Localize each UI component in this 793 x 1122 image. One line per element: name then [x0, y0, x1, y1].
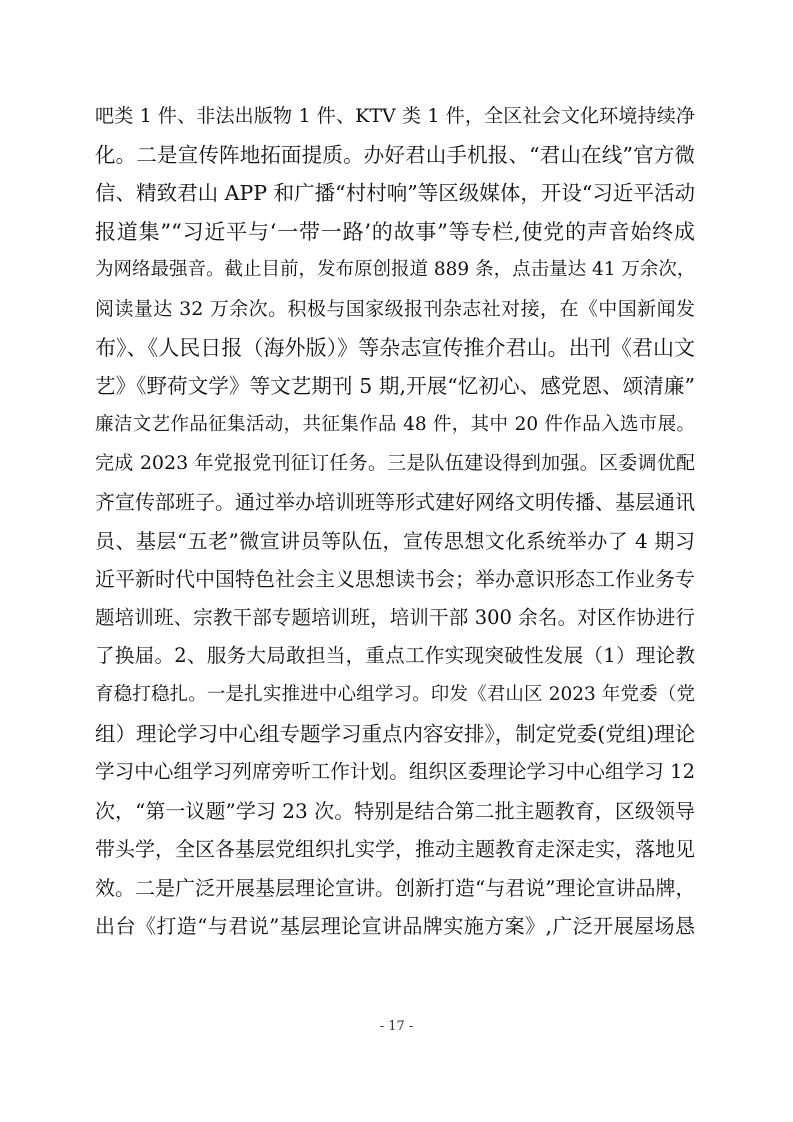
text-line: 完成 2023 年党报党刊征订任务。三是队伍建设得到加强。区委调优配	[95, 452, 695, 475]
text-line: 为网络最强音。截止目前，发布原创报道 889 条，点击量达 41 万余次，	[95, 259, 696, 281]
text-line: 学习中心组学习列席旁听工作计划。组织区委理论学习中心组学习 12	[95, 760, 695, 784]
text-line: 吧类 1 件、非法出版物 1 件、KTV 类 1 件，全区社会文化环境持续净	[95, 105, 695, 127]
page-number: - 17 -	[379, 1019, 414, 1034]
text-line: 阅读量达 32 万余次。积极与国家级报刊杂志社对接，在《中国新闻发	[95, 297, 695, 320]
text-line: 题培训班、宗教干部专题培训班，培训干部 300 余名。对区作协进行	[95, 605, 695, 629]
text-line: 组）理论学习中心组专题学习重点内容安排》，制定党委(党组)理论	[95, 721, 696, 746]
text-line: 信、精致君山 APP 和广播“村村响”等区级媒体，开设“习近平活动	[95, 181, 695, 206]
body-text	[95, 97, 695, 946]
text-line: 带头学，全区各基层党组织扎实学，推动主题教育走深走实，落地见	[95, 837, 695, 862]
text-line: 出台《打造“与君说”基层理论宣讲品牌实施方案》,广泛开展屋场恳	[95, 914, 695, 939]
text-line: 齐宣传部班子。通过举办培训班等形式建好网络文明传播、基层通讯	[95, 489, 695, 514]
text-line: 廉洁文艺作品征集活动，共征集作品 48 件，其中 20 件作品入选市展。	[95, 413, 695, 435]
text-line: 艺》《野荷文学》等文艺期刊 5 期,开展“忆初心、感党恩、颂清廉”	[95, 374, 695, 399]
text-line: 了换届。2、服务大局敢担当，重点工作实现突破性发展（1）理论教	[95, 644, 695, 668]
text-line: 效。二是广泛开展基层理论宣讲。创新打造“与君说”理论宣讲品牌，	[95, 875, 696, 900]
text-line: 员、基层“五老”微宣讲员等队伍，宣传思想文化系统举办了 4 期习	[95, 528, 695, 553]
text-line: 报道集”“习近平与‘一带一路’的故事”等专栏,使党的声音始终成	[95, 219, 695, 244]
text-line: 化。二是宣传阵地拓面提质。办好君山手机报、“君山在线”官方微	[95, 142, 695, 167]
text-line: 次，“第一议题”学习 23 次。特别是结合第二批主题教育，区级领导	[95, 798, 695, 823]
text-line: 近平新时代中国特色社会主义思想读书会；举办意识形态工作业务专	[95, 567, 695, 592]
text-line: 布》、《人民日报（海外版）》等杂志宣传推介君山。出刊《君山文	[95, 335, 695, 360]
text-line: 育稳打稳扎。一是扎实推进中心组学习。印发《君山区 2023 年党委（党	[95, 683, 695, 705]
